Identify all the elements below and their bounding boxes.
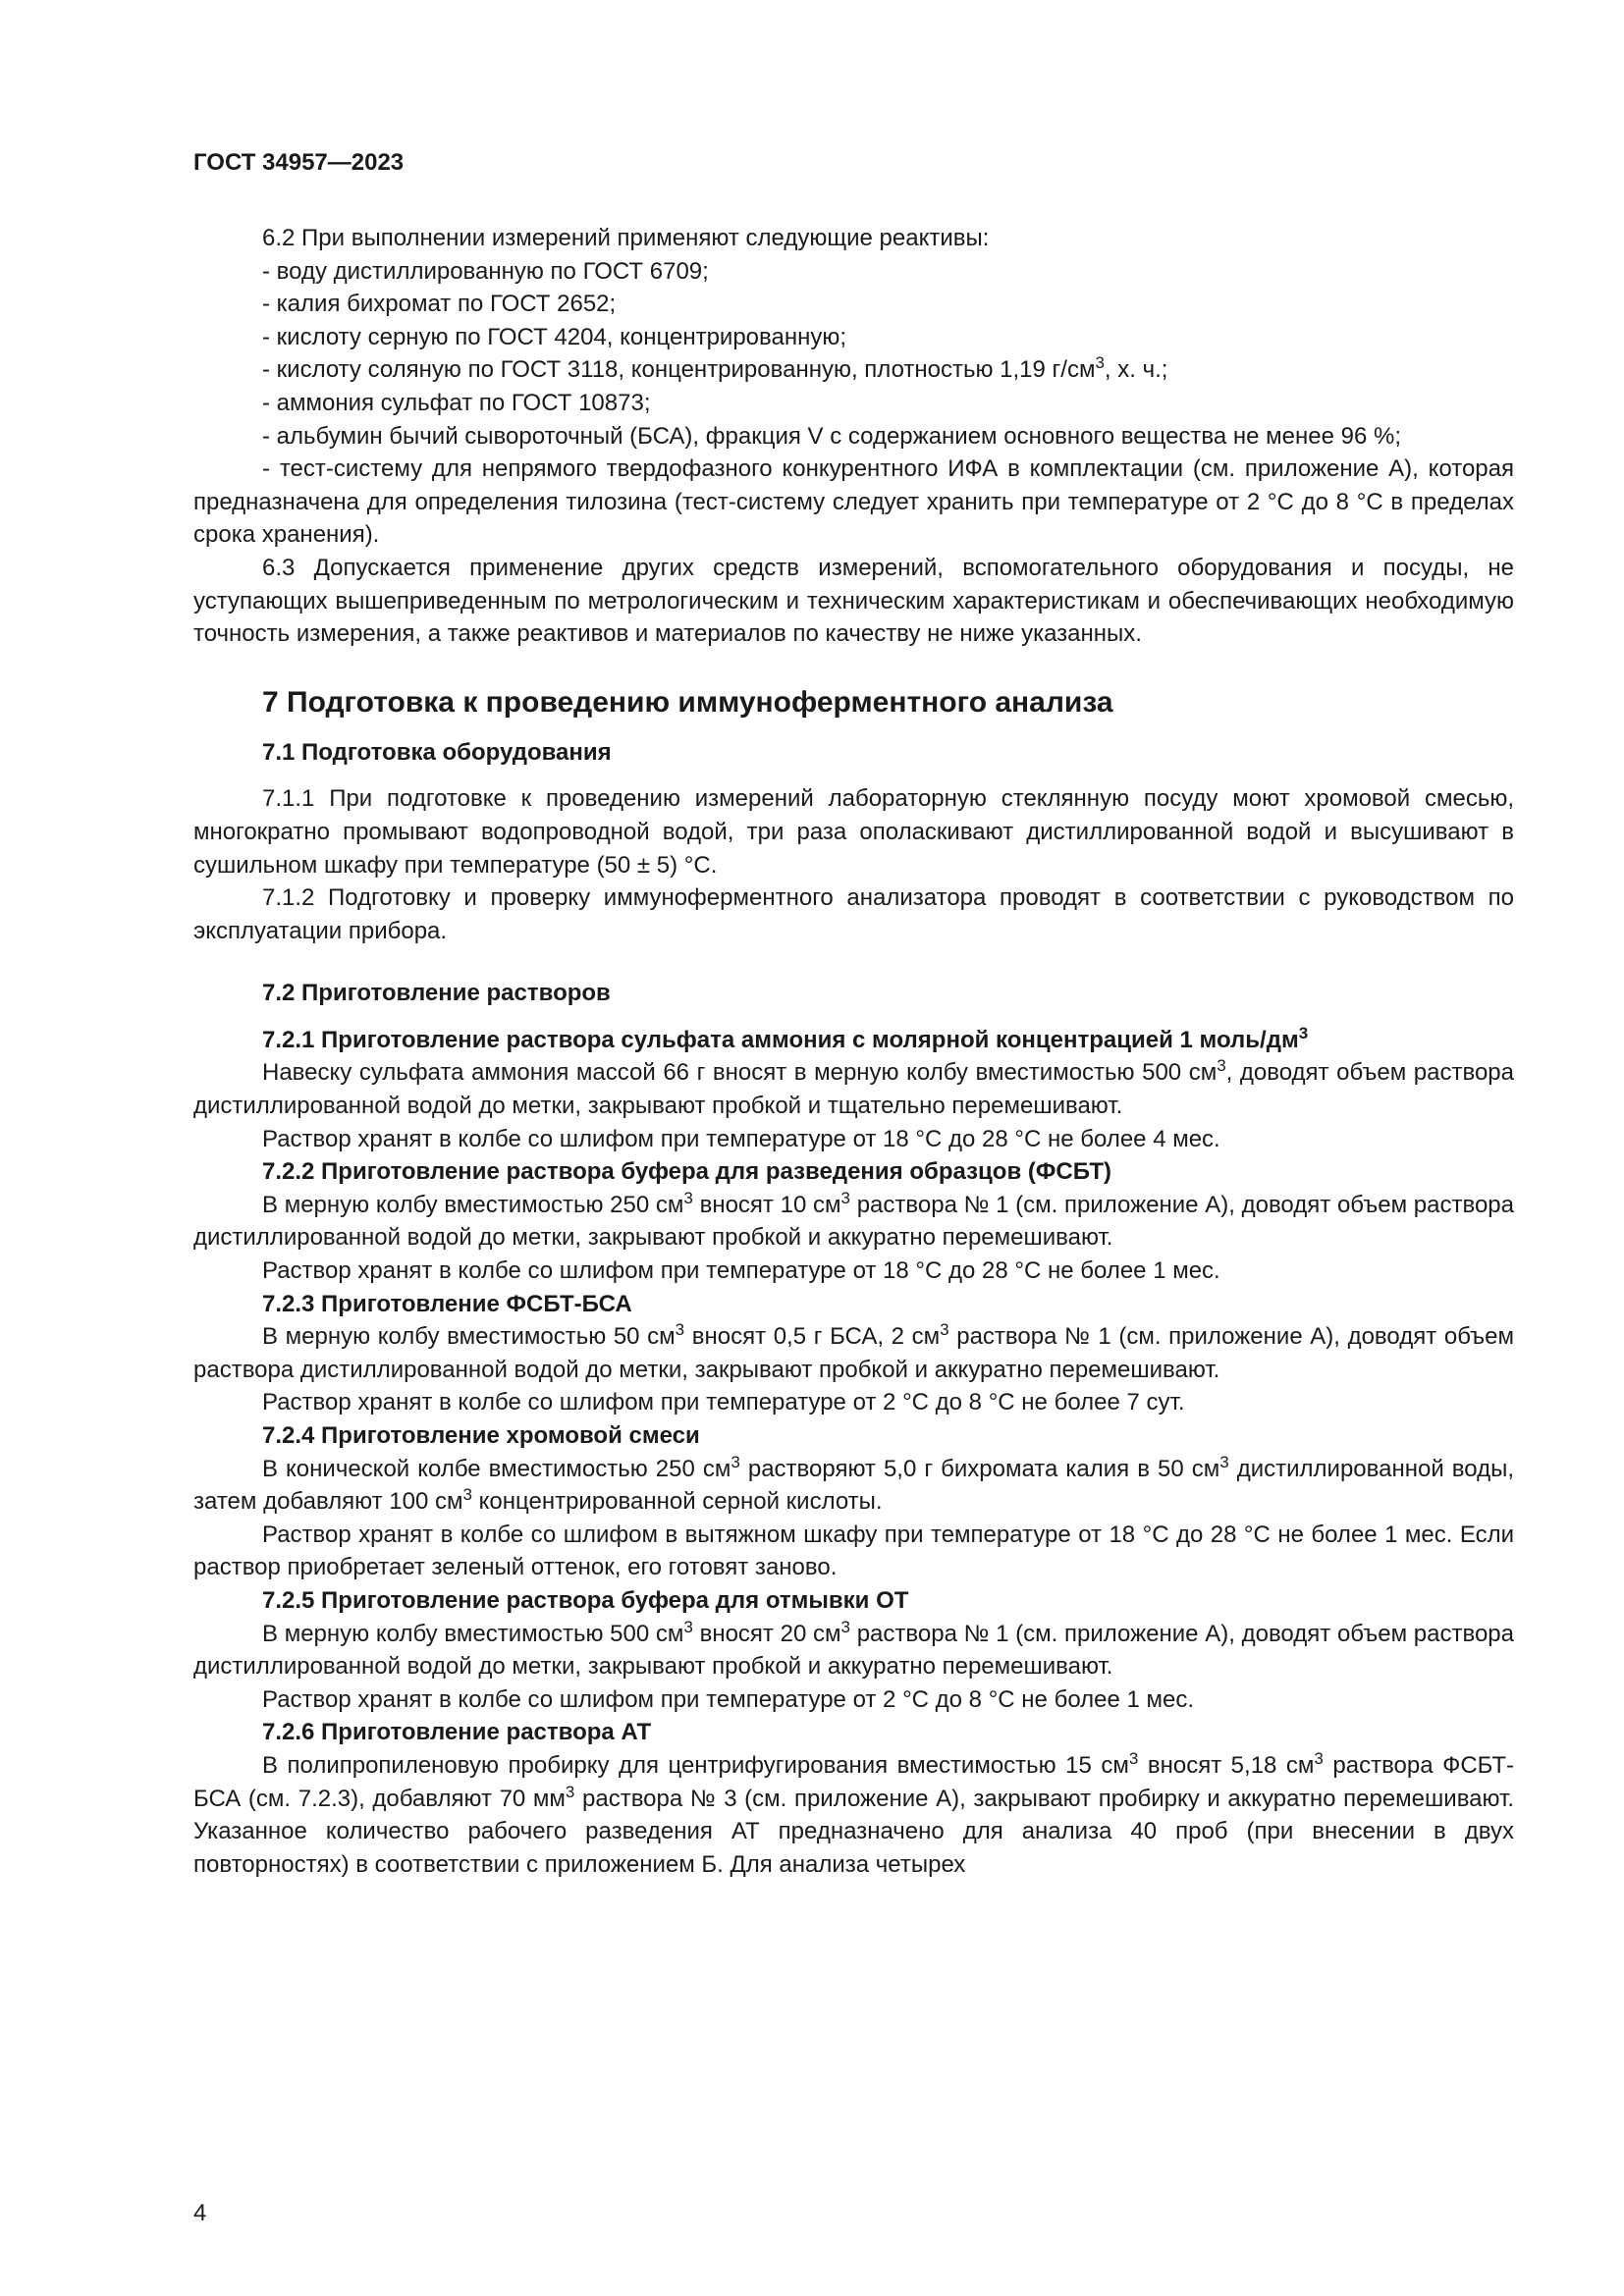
section-7-heading: 7 Подготовка к проведению иммуноферментного анализа [262, 685, 1113, 719]
paragraph-7-2-3-storage: Раствор хранят в колбе со шлифом при температуре от 2 °С до 8 °С не более 7 сут. [262, 1389, 1185, 1416]
paragraph-7-1-1: 7.1.1 При подготовке к проведению измерений лабораторную стеклянную посуду моют хромовой смесью, многократно промывают водопроводной водой, три раза ополаскивают дистиллированной водой и высушивают в сушильном шкафу при температуре (50 ± 5) °С. [193, 785, 1514, 879]
paragraph-7-2-5-text: В мерную колбу вместимостью 500 $см^3$ вносят 20 $см^3$ раствора № 1 (см. приложение А), доводят объем раствора дистиллированной водой до метки, закрывают пробкой и аккуратно перемешивают. [193, 1617, 1515, 1681]
paragraph-7-2-2-storage: Раствор хранят в колбе со шлифом при температуре от 18 °С до 28 °С не более 1 мес. [262, 1257, 1220, 1285]
list-item: - кислоту серную по ГОСТ 4204, концентрированную; [262, 323, 847, 350]
clause-7-2-4-heading: 7.2.4 Приготовление хромовой смеси [262, 1422, 700, 1449]
list-item: - кислоту соляную по ГОСТ 3118, концентрированную, плотностью 1,19 $г/см^3$, х. ч.; [262, 353, 1168, 384]
paragraph-6-2-intro: 6.2 При выполнении измерений применяют следующие реактивы: [262, 225, 990, 251]
subsection-7-1-heading: 7.1 Подготовка оборудования [262, 738, 612, 766]
list-item: - аммония сульфат по ГОСТ 10873; [262, 389, 651, 416]
document-header: ГОСТ 34957—2023 [193, 149, 405, 176]
clause-7-2-6-heading: 7.2.6 Приготовление раствора АТ [262, 1719, 652, 1746]
paragraph-7-2-6-text: В полипропиленовую пробирку для центрифугирования вместимостью 15 $см^3$ вносят 5,18 $см^3$ раствора ФСБТ-БСА (см. 7.2.3), добавляют 70 $мм^3$ раствора № 3 (см. приложение А), закрывают пробирку и аккуратно перемешивают. Указанное количество рабочего разведения АТ предназначено для анализа 40 проб (при внесении в двух повторностях) в соответствии с приложением Б. Для анализа четырех [193, 1748, 1514, 1878]
list-item: - тест-систему для непрямого твердофазного конкурентного ИФА в комплектации (см. приложение А), которая предназначена для определения тилозина (тест-систему следует хранить при температуре от 2 °С до 8 °С в пределах срока хранения). [193, 455, 1514, 549]
paragraph-7-2-3-text: В мерную колбу вместимостью 50 $см^3$ вносят 0,5 г БСА, 2 $см^3$ раствора № 1 (см. приложение А), доводят объем раствора дистиллированной водой до метки, закрывают пробкой и аккуратно перемешивают. [193, 1320, 1514, 1383]
paragraph-6-3: 6.3 Допускается применение других средств измерений, вспомогательного оборудования и посуды, не уступающих вышеприведенным по метрологическим и техническим характеристикам и обеспечивающих необходимую точность измерения, а также реактивов и материалов по качеству не ниже указанных. [193, 554, 1514, 648]
paragraph-7-2-4-storage: Раствор хранят в колбе со шлифом в вытяжном шкафу при температуре от 18 °С до 28 °С не более 1 мес. Если раствор приобретает зеленый оттенок, его готовят заново. [193, 1521, 1514, 1581]
clause-7-2-2-heading: 7.2.2 Приготовление раствора буфера для разведения образцов (ФСБТ) [262, 1158, 1111, 1186]
paragraph-7-2-5-storage: Раствор хранят в колбе со шлифом при температуре от 2 °С до 8 °С не более 1 мес. [262, 1685, 1195, 1713]
list-item: - альбумин бычий сывороточный (БСА), фракция V с содержанием основного вещества не менее 96 %; [262, 422, 1402, 450]
list-item: - воду дистиллированную по ГОСТ 6709; [262, 257, 709, 285]
page-number: 4 [193, 2200, 207, 2226]
clause-7-2-5-heading: 7.2.5 Приготовление раствора буфера для отмывки ОТ [262, 1586, 909, 1614]
subsection-7-2-heading: 7.2 Приготовление растворов [262, 980, 611, 1007]
paragraph-7-2-1-storage: Раствор хранят в колбе со шлифом при температуре от 18 °С до 28 °С не более 4 мес. [262, 1125, 1220, 1152]
list-item: - калия бихромат по ГОСТ 2652; [262, 291, 617, 318]
paragraph-7-2-1-text: Навеску сульфата аммония массой 66 г вносят в мерную колбу вместимостью 500 $см^3$, доводят объем раствора дистиллированной водой до метки, закрывают пробкой и тщательно перемешивают. [193, 1056, 1515, 1120]
paragraph-7-1-2: 7.1.2 Подготовку и проверку иммуноферментного анализатора проводят в соответствии с руководством по эксплуатации прибора. [193, 884, 1514, 944]
clause-7-2-1-heading: 7.2.1 Приготовление раствора сульфата аммония с молярной концентрацией 1 моль/$дм^3$ [262, 1023, 1309, 1053]
clause-7-2-3-heading: 7.2.3 Приготовление ФСБТ-БСА [262, 1290, 632, 1317]
paragraph-7-2-2-text: В мерную колбу вместимостью 250 $см^3$ вносят 10 $см^3$ раствора № 1 (см. приложение А), доводят объем раствора дистиллированной водой до метки, закрывают пробкой и аккуратно перемешивают. [193, 1188, 1515, 1252]
page-body [193, 222, 1514, 1881]
paragraph-7-2-4-text: В конической колбе вместимостью 250 $см^3$ растворяют 5,0 г бихромата калия в 50 $см^3$ дистиллированной воды, затем добавляют 100 $см^3$ концентрированной серной кислоты. [193, 1452, 1514, 1516]
